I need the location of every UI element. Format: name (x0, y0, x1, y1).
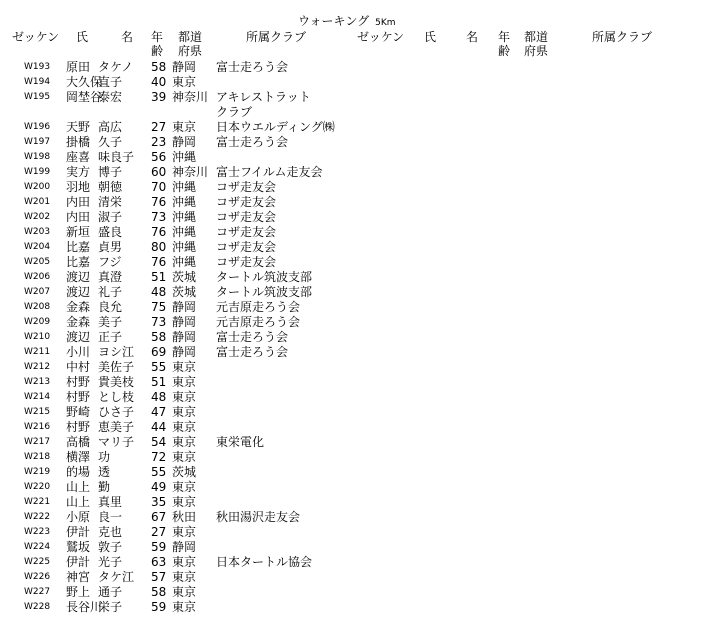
surname: 実方 (66, 165, 91, 179)
bib-number: W193 (24, 62, 51, 72)
age: 56 (151, 150, 167, 164)
prefecture: 東京 (172, 450, 197, 464)
given-name: とし枝 (98, 390, 135, 404)
age: 73 (151, 315, 167, 329)
given-name: 栄子 (98, 600, 123, 614)
event-distance: 5Km (375, 18, 396, 28)
surname: 村野 (66, 375, 91, 389)
given-name: 敦子 (98, 540, 123, 554)
given-name: 盛良 (98, 225, 123, 239)
header-club: 所属クラブ (246, 30, 307, 44)
surname: 山上 (66, 495, 91, 509)
prefecture: 沖縄 (172, 210, 197, 224)
table-row (0, 75, 722, 90)
prefecture: 茨城 (172, 270, 197, 284)
surname: 伊計 (66, 525, 91, 539)
given-name: 貴美枝 (98, 375, 135, 389)
table-row (0, 495, 722, 510)
surname: 原田 (66, 60, 91, 74)
prefecture: 静岡 (172, 330, 197, 344)
table-row (0, 600, 722, 615)
table-row (0, 330, 722, 345)
header-age-bottom-2: 齢 (498, 44, 511, 58)
club-name: 秋田湯沢走友会 (216, 510, 301, 524)
surname: 渡辺 (66, 285, 91, 299)
age: 59 (151, 540, 167, 554)
bib-number: W218 (24, 452, 51, 462)
club-name: 日本ウエルディング㈱ (216, 120, 335, 134)
age: 58 (151, 330, 167, 344)
surname: 渡辺 (66, 270, 91, 284)
prefecture: 東京 (172, 75, 197, 89)
club-name: コザ走友会 (216, 210, 277, 224)
bib-number: W210 (24, 332, 51, 342)
given-name: 功 (98, 450, 111, 464)
bib-number: W213 (24, 377, 51, 387)
surname: 小原 (66, 510, 91, 524)
age: 47 (151, 405, 167, 419)
club-name: 元吉原走ろう会 (216, 315, 301, 329)
table-row (0, 60, 722, 75)
club-name: 富士フイルム走友会 (216, 165, 323, 179)
given-name: 久子 (98, 135, 123, 149)
prefecture: 東京 (172, 360, 197, 374)
surname: 岡埜谷 (66, 90, 103, 104)
prefecture: 秋田 (172, 510, 197, 524)
table-row (0, 345, 722, 360)
bib-number: W223 (24, 527, 51, 537)
header-bib-2: ゼッケン (357, 30, 405, 44)
table-row (0, 405, 722, 420)
bib-number: W208 (24, 302, 51, 312)
prefecture: 静岡 (172, 60, 197, 74)
age: 54 (151, 435, 167, 449)
bib-number: W204 (24, 242, 51, 252)
header-age-bottom: 齢 (151, 44, 164, 58)
table-row (0, 270, 722, 285)
table-row (0, 465, 722, 480)
prefecture: 静岡 (172, 315, 197, 329)
prefecture: 東京 (172, 585, 197, 599)
header-pref-top: 都道 (178, 30, 203, 44)
table-row (0, 390, 722, 405)
header-bib: ゼッケン (12, 30, 60, 44)
age: 48 (151, 390, 167, 404)
club-name: タートル筑波支部 (216, 285, 313, 299)
table-row (0, 120, 722, 135)
table-row (0, 135, 722, 150)
club-name: コザ走友会 (216, 180, 277, 194)
prefecture: 沖縄 (172, 255, 197, 269)
club-name: 富士走ろう会 (216, 135, 289, 149)
header-surname: 氏 (76, 30, 89, 44)
club-name: 富士走ろう会 (216, 60, 289, 74)
age: 44 (151, 420, 167, 434)
age: 63 (151, 555, 167, 569)
prefecture: 沖縄 (172, 180, 197, 194)
given-name: 克也 (98, 525, 123, 539)
given-name: 清栄 (98, 195, 123, 209)
surname: 座喜 (66, 150, 91, 164)
bib-number: W201 (24, 197, 51, 207)
table-row (0, 435, 722, 450)
given-name: 美佐子 (98, 360, 135, 374)
age: 75 (151, 300, 167, 314)
surname: 金森 (66, 315, 91, 329)
surname: 村野 (66, 420, 91, 434)
age: 40 (151, 75, 167, 89)
prefecture: 静岡 (172, 345, 197, 359)
surname: 村野 (66, 390, 91, 404)
bib-number: W197 (24, 137, 51, 147)
surname: 山上 (66, 480, 91, 494)
age: 76 (151, 225, 167, 239)
event-title (298, 14, 396, 31)
prefecture: 東京 (172, 495, 197, 509)
given-name: フジ (98, 255, 122, 269)
age: 55 (151, 465, 167, 479)
age: 59 (151, 600, 167, 614)
header-age-top: 年 (151, 30, 164, 44)
given-name: 良允 (98, 300, 123, 314)
surname: 大久保 (66, 75, 103, 89)
given-name: マリ子 (98, 435, 135, 449)
surname: 天野 (66, 120, 91, 134)
header-given-2: 名 (466, 30, 479, 44)
surname: 的場 (66, 465, 91, 479)
bib-number: W194 (24, 77, 51, 87)
club-name: コザ走友会 (216, 195, 277, 209)
prefecture: 東京 (172, 375, 197, 389)
bib-number: W215 (24, 407, 51, 417)
prefecture: 神奈川 (172, 165, 209, 179)
bib-number: W222 (24, 512, 51, 522)
given-name: 博子 (98, 165, 123, 179)
given-name: 泰宏 (98, 90, 123, 104)
given-name: 真里 (98, 495, 123, 509)
table-row (0, 300, 722, 315)
age: 51 (151, 375, 167, 389)
given-name: 味良子 (98, 150, 135, 164)
header-age-top-2: 年 (498, 30, 511, 44)
age: 55 (151, 360, 167, 374)
given-name: 光子 (98, 555, 123, 569)
table-row (0, 450, 722, 465)
age: 60 (151, 165, 167, 179)
given-name: ヨシ江 (98, 345, 135, 359)
table-row (0, 555, 722, 570)
given-name: 勤 (98, 480, 111, 494)
bib-number: W200 (24, 182, 51, 192)
age: 73 (151, 210, 167, 224)
header-pref-top-2: 都道 (524, 30, 549, 44)
age: 69 (151, 345, 167, 359)
age: 76 (151, 255, 167, 269)
prefecture: 沖縄 (172, 150, 197, 164)
surname: 中村 (66, 360, 91, 374)
bib-number: W228 (24, 602, 51, 612)
table-row (0, 180, 722, 195)
header-pref-bottom: 府県 (178, 44, 203, 58)
surname: 比嘉 (66, 255, 91, 269)
surname: 伊計 (66, 555, 91, 569)
bib-number: W224 (24, 542, 51, 552)
given-name: 良一 (98, 510, 123, 524)
given-name: ひさ子 (98, 405, 135, 419)
table-row (0, 420, 722, 435)
header-pref-bottom-2: 府県 (524, 44, 549, 58)
bib-number: W203 (24, 227, 51, 237)
surname: 小川 (66, 345, 91, 359)
bib-number: W226 (24, 572, 51, 582)
age: 72 (151, 450, 167, 464)
table-row (0, 165, 722, 180)
bib-number: W196 (24, 122, 51, 132)
surname: 野崎 (66, 405, 91, 419)
bib-number: W216 (24, 422, 51, 432)
club-name: アキレストラット (216, 90, 311, 104)
prefecture: 茨城 (172, 465, 197, 479)
prefecture: 東京 (172, 570, 197, 584)
bib-number: W217 (24, 437, 51, 447)
table-row (0, 510, 722, 525)
age: 23 (151, 135, 167, 149)
given-name: 正子 (98, 330, 123, 344)
surname: 内田 (66, 210, 91, 224)
surname: 渡辺 (66, 330, 91, 344)
bib-number: W225 (24, 557, 51, 567)
age: 49 (151, 480, 167, 494)
given-name: 通子 (98, 585, 123, 599)
prefecture: 東京 (172, 405, 197, 419)
table-row (0, 255, 722, 270)
given-name: 美子 (98, 315, 123, 329)
prefecture: 沖縄 (172, 195, 197, 209)
table-row (0, 195, 722, 210)
prefecture: 静岡 (172, 135, 197, 149)
surname: 鷲坂 (66, 540, 91, 554)
age: 70 (151, 180, 167, 194)
prefecture: 静岡 (172, 300, 197, 314)
age: 58 (151, 60, 167, 74)
table-row (0, 315, 722, 330)
surname: 金森 (66, 300, 91, 314)
prefecture: 沖縄 (172, 225, 197, 239)
given-name: 恵美子 (98, 420, 135, 434)
table-row (0, 240, 722, 255)
header-given: 名 (121, 30, 134, 44)
surname: 掛橋 (66, 135, 91, 149)
table-row (0, 225, 722, 240)
header-club-2: 所属クラブ (592, 30, 653, 44)
club-name: タートル筑波支部 (216, 270, 313, 284)
given-name: 高広 (98, 120, 123, 134)
prefecture: 神奈川 (172, 90, 209, 104)
bib-number: W211 (24, 347, 51, 357)
bib-number: W206 (24, 272, 51, 282)
club-name: コザ走友会 (216, 255, 277, 269)
surname: 長谷川 (66, 600, 103, 614)
surname: 高橋 (66, 435, 91, 449)
table-row (0, 360, 722, 375)
age: 51 (151, 270, 167, 284)
prefecture: 茨城 (172, 285, 197, 299)
surname: 神宮 (66, 570, 91, 584)
bib-number: W227 (24, 587, 51, 597)
age: 35 (151, 495, 167, 509)
bib-number: W221 (24, 497, 51, 507)
given-name: タケノ (98, 60, 134, 74)
header-surname-2: 氏 (424, 30, 437, 44)
age: 80 (151, 240, 167, 254)
prefecture: 東京 (172, 600, 197, 614)
prefecture: 東京 (172, 435, 197, 449)
age: 76 (151, 195, 167, 209)
age: 27 (151, 120, 167, 134)
club-name: コザ走友会 (216, 225, 277, 239)
table-row (0, 90, 722, 105)
age: 27 (151, 525, 167, 539)
table-row (0, 210, 722, 225)
prefecture: 東京 (172, 480, 197, 494)
table-row (0, 150, 722, 165)
event-title-text: ウォーキング (298, 14, 370, 28)
age: 48 (151, 285, 167, 299)
bib-number: W198 (24, 152, 51, 162)
given-name: タケ江 (98, 570, 135, 584)
given-name: 礼子 (98, 285, 123, 299)
table-row (0, 570, 722, 585)
prefecture: 東京 (172, 120, 197, 134)
bib-number: W209 (24, 317, 51, 327)
bib-number: W205 (24, 257, 51, 267)
table-row (0, 285, 722, 300)
club-name: コザ走友会 (216, 240, 277, 254)
given-name: 淑子 (98, 210, 123, 224)
age: 39 (151, 90, 167, 104)
bib-number: W214 (24, 392, 51, 402)
prefecture: 沖縄 (172, 240, 197, 254)
given-name: 貞男 (98, 240, 123, 254)
age: 58 (151, 585, 167, 599)
bib-number: W207 (24, 287, 51, 297)
bib-number: W212 (24, 362, 51, 372)
given-name: 透 (98, 465, 111, 479)
bib-number: W220 (24, 482, 51, 492)
prefecture: 東京 (172, 555, 197, 569)
prefecture: 静岡 (172, 540, 197, 554)
surname: 野上 (66, 585, 91, 599)
bib-number: W195 (24, 92, 51, 102)
table-row (0, 585, 722, 600)
surname: 新垣 (66, 225, 91, 239)
given-name: 朝徳 (98, 180, 123, 194)
prefecture: 東京 (172, 525, 197, 539)
club-name: 富士走ろう会 (216, 330, 289, 344)
prefecture: 東京 (172, 420, 197, 434)
table-row (0, 525, 722, 540)
age: 57 (151, 570, 167, 584)
table-row (0, 480, 722, 495)
given-name: 真澄 (98, 270, 123, 284)
table-row (0, 540, 722, 555)
club-name: 富士走ろう会 (216, 345, 289, 359)
surname: 比嘉 (66, 240, 91, 254)
bib-number: W202 (24, 212, 51, 222)
club-name: 元吉原走ろう会 (216, 300, 301, 314)
prefecture: 東京 (172, 390, 197, 404)
age: 67 (151, 510, 167, 524)
surname: 横澤 (66, 450, 91, 464)
club-name-continued: クラブ (216, 105, 253, 119)
table-row (0, 375, 722, 390)
bib-number: W199 (24, 167, 51, 177)
surname: 羽地 (66, 180, 91, 194)
club-name: 日本タートル協会 (216, 555, 313, 569)
club-name: 東栄電化 (216, 435, 265, 449)
given-name: 直子 (98, 75, 123, 89)
surname: 内田 (66, 195, 91, 209)
bib-number: W219 (24, 467, 51, 477)
